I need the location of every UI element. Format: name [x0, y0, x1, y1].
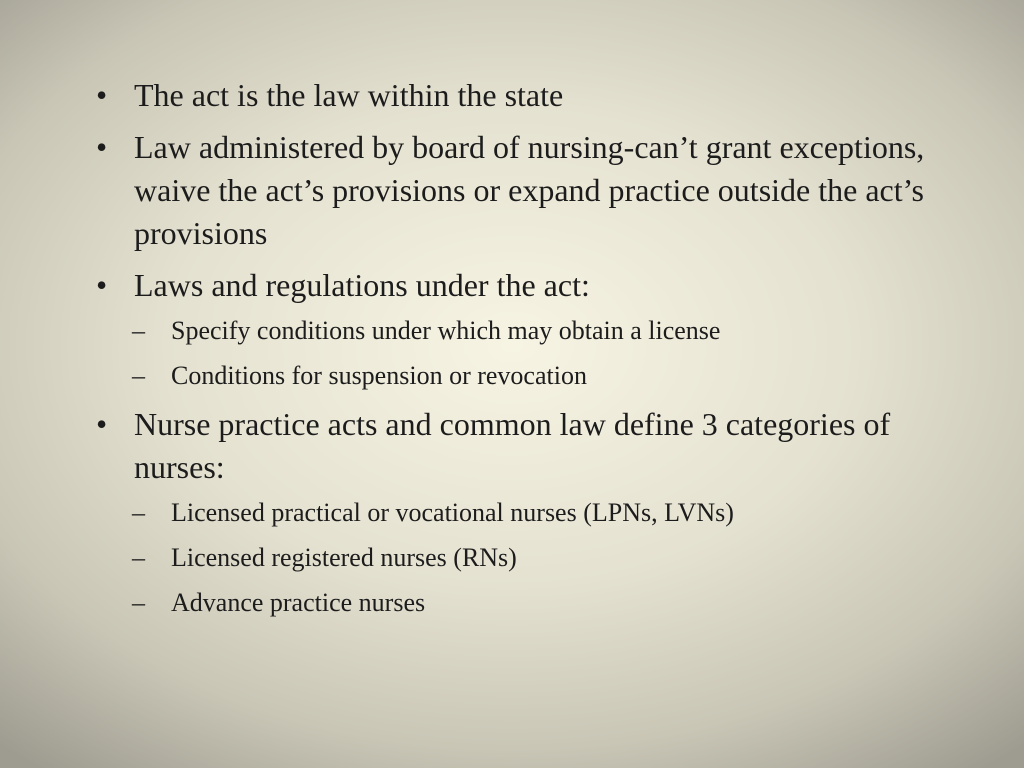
sub-bullet-item [96, 495, 956, 531]
sub-bullet-text: Licensed practical or vocational nurses (LPNs, LVNs) [171, 498, 734, 527]
bullet-marker: • [96, 77, 108, 113]
bullet-item [96, 126, 956, 255]
bullet-marker: • [96, 406, 108, 442]
sub-bullet-text: Specify conditions under which may obtain a license [171, 316, 721, 345]
bullet-list [96, 74, 956, 630]
bullet-text: Nurse practice acts and common law define 3 categories of nurses: [134, 406, 891, 485]
bullet-text: The act is the law within the state [134, 77, 564, 113]
sub-bullet-text: Conditions for suspension or revocation [171, 361, 587, 390]
bullet-item [96, 403, 956, 489]
bullet-text: Law administered by board of nursing-can’t grant exceptions, waive the act’s provisions or expand practice outside the act’s provisions [134, 129, 925, 251]
bullet-item [96, 264, 956, 307]
bullet-marker: • [96, 267, 108, 303]
dash-marker: – [132, 361, 145, 390]
dash-marker: – [132, 498, 145, 527]
sub-bullet-item [96, 358, 956, 394]
dash-marker: – [132, 588, 145, 617]
sub-bullet-item [96, 585, 956, 621]
dash-marker: – [132, 543, 145, 572]
bullet-text: Laws and regulations under the act: [134, 267, 590, 303]
sub-bullet-item [96, 540, 956, 576]
bullet-item [96, 74, 956, 117]
sub-bullet-text: Advance practice nurses [171, 588, 426, 617]
bullet-marker: • [96, 129, 108, 165]
sub-bullet-item [96, 313, 956, 349]
sub-bullet-text: Licensed registered nurses (RNs) [171, 543, 517, 572]
dash-marker: – [132, 316, 145, 345]
